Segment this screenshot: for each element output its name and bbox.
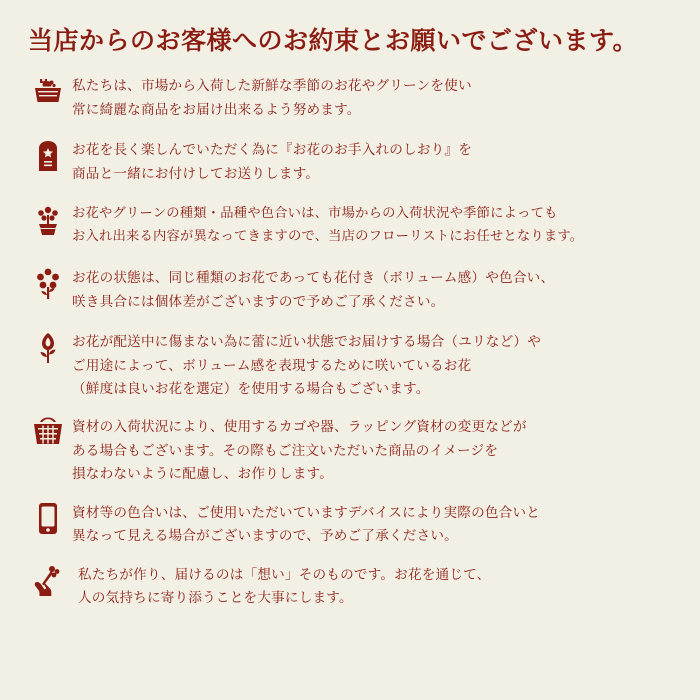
bud-leaf-icon	[24, 329, 72, 377]
promise-list	[24, 73, 680, 609]
list-item	[24, 201, 680, 249]
list-item	[24, 137, 680, 185]
list-item	[24, 329, 680, 400]
list-item	[24, 265, 680, 313]
single-flower-icon	[24, 265, 72, 313]
list-item-text: 私たちは、市場から入荷した新鮮な季節のお花やグリーンを使い 常に綺麗な商品をお届け出来るよう努めます。	[72, 78, 472, 117]
list-item-text: 私たちが作り、届けるのは「想い」そのものです。お花を通じて、 人の気持ちに寄り添うことを大事にします。	[78, 566, 491, 605]
list-item	[24, 562, 680, 610]
list-item-text: お花の状態は、同じ種類のお花であっても花付き（ボリューム感）や色合い、 咲き具合には個体差がございますので予めご了承ください。	[72, 270, 555, 309]
list-item-text: 資材等の色合いは、ご使用いただいていますデバイスにより実際の色合いと 異なって見える場合がございますので、予めご了承ください。	[72, 504, 541, 543]
list-item-text: お花やグリーンの種類・品種や色合いは、市場からの入荷状況や季節によっても お入れ出来る内容が異なってきますので、当店のフローリストにお任せとなります。	[72, 205, 584, 244]
smartphone-icon	[24, 500, 72, 548]
potted-bouquet-icon	[24, 201, 72, 249]
list-item-text: 資材の入荷状況により、使用するカゴや器、ラッピング資材の変更などが ある場合もございます。その際もご注文いただいた商品のイメージを 損なわないように配慮し、お作りします。	[72, 419, 527, 482]
list-item	[24, 73, 680, 121]
hand-flower-icon	[24, 562, 72, 610]
list-item	[24, 414, 680, 485]
list-item	[24, 500, 680, 548]
list-item-text: お花が配送中に傷まない為に蕾に近い状態でお届けする場合（ユリなど）や ご用途によって、ボリューム感を表現するために咲いているお花 （鮮度は良いお花を選定）を使用する場合もございます。	[72, 334, 541, 396]
list-item-text: お花を長く楽しんでいただく為に『お花のお手入れのしおり』を 商品と一緒にお付けしてお送りします。	[72, 142, 473, 181]
flower-basket-icon	[24, 73, 72, 121]
page-title: 当店からのお客様へのお約束とお願いでございます。	[28, 27, 639, 55]
care-guide-card-icon	[24, 137, 72, 185]
basket-icon	[24, 414, 72, 462]
